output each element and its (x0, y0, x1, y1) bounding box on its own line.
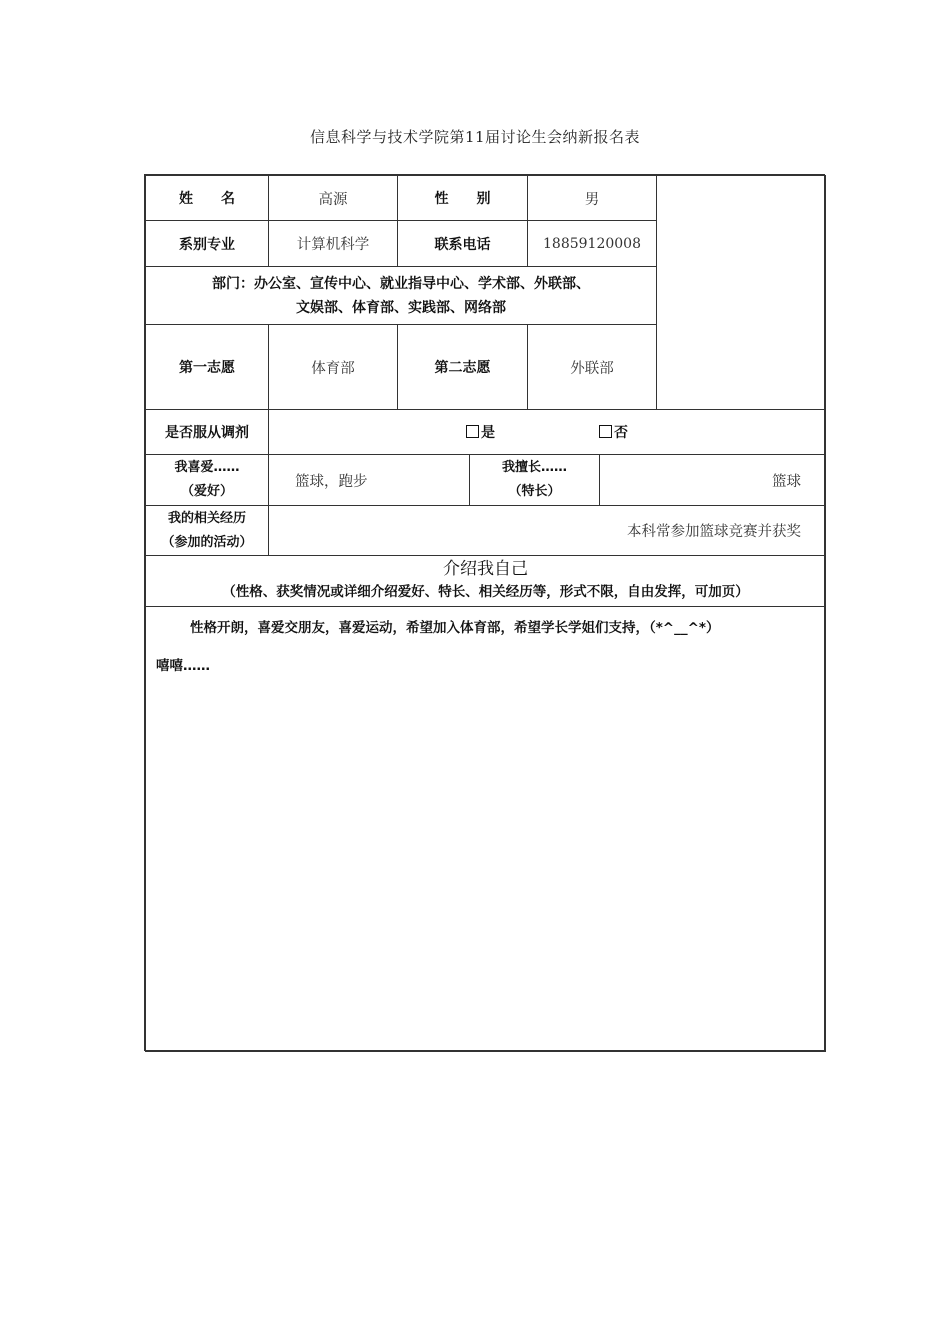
name-value[interactable]: 高源 (268, 175, 398, 221)
hobby-label-line-1: 我喜爱…… (174, 460, 240, 475)
department-list (145, 266, 657, 325)
skill-value[interactable]: 篮球 (599, 454, 826, 506)
gender-value[interactable]: 男 (527, 175, 657, 221)
hobby-value[interactable]: 篮球，跑步 (268, 454, 470, 506)
experience-label-line-1: 我的相关经历 (167, 510, 246, 526)
intro-title: 介绍我自己 (443, 559, 528, 579)
adjust-yes-option[interactable] (466, 422, 495, 442)
adjust-yes-label: 是 (481, 425, 495, 441)
intro-line-1: 性格开朗，喜爱交朋友，喜爱运动，希望加入体育部，希望学长学姐们支持，（*^__^*） (190, 620, 720, 636)
gender-label: 性 别 (397, 175, 528, 221)
adjust-no-label: 否 (614, 425, 628, 441)
adjust-options (268, 409, 826, 455)
hobby-label-line-2: （爱好） (180, 484, 233, 499)
skill-label-line-2: （特长） (508, 484, 561, 499)
department-list-line-2: 文娱部、体育部、实践部、网络部 (296, 299, 506, 316)
intro-line-2: 嘻嘻…… (156, 658, 210, 674)
adjust-no-option[interactable] (599, 422, 628, 442)
experience-label (145, 505, 269, 556)
photo-area (656, 175, 826, 410)
first-choice-value[interactable]: 体育部 (268, 324, 398, 410)
skill-label (469, 454, 600, 506)
name-label: 姓 名 (145, 175, 269, 221)
second-choice-label: 第二志愿 (397, 324, 528, 410)
intro-body[interactable] (145, 606, 826, 1052)
intro-subtitle: （性格、获奖情况或详细介绍爱好、特长、相关经历等，形式不限，自由发挥，可加页） (222, 584, 749, 600)
first-choice-label: 第一志愿 (145, 324, 269, 410)
checkbox-icon[interactable] (466, 425, 479, 438)
form-title: 信息科学与技术学院第11届讨论生会纳新报名表 (309, 128, 641, 146)
adjust-label: 是否服从调剂 (145, 409, 269, 455)
department-list-line-1: 部门：办公室、宣传中心、就业指导中心、学术部、外联部、 (212, 275, 590, 292)
major-label: 系别专业 (145, 220, 269, 267)
registration-form (144, 174, 825, 1051)
second-choice-value[interactable]: 外联部 (527, 324, 657, 410)
phone-value[interactable]: 18859120008 (527, 220, 657, 267)
checkbox-icon[interactable] (599, 425, 612, 438)
experience-label-line-2: （参加的活动） (161, 534, 253, 550)
intro-header (145, 555, 826, 607)
major-value[interactable]: 计算机科学 (268, 220, 398, 267)
phone-label: 联系电话 (397, 220, 528, 267)
experience-value[interactable]: 本科常参加篮球竞赛并获奖 (268, 505, 826, 556)
hobby-label (145, 454, 269, 506)
skill-label-line-1: 我擅长…… (501, 460, 567, 475)
